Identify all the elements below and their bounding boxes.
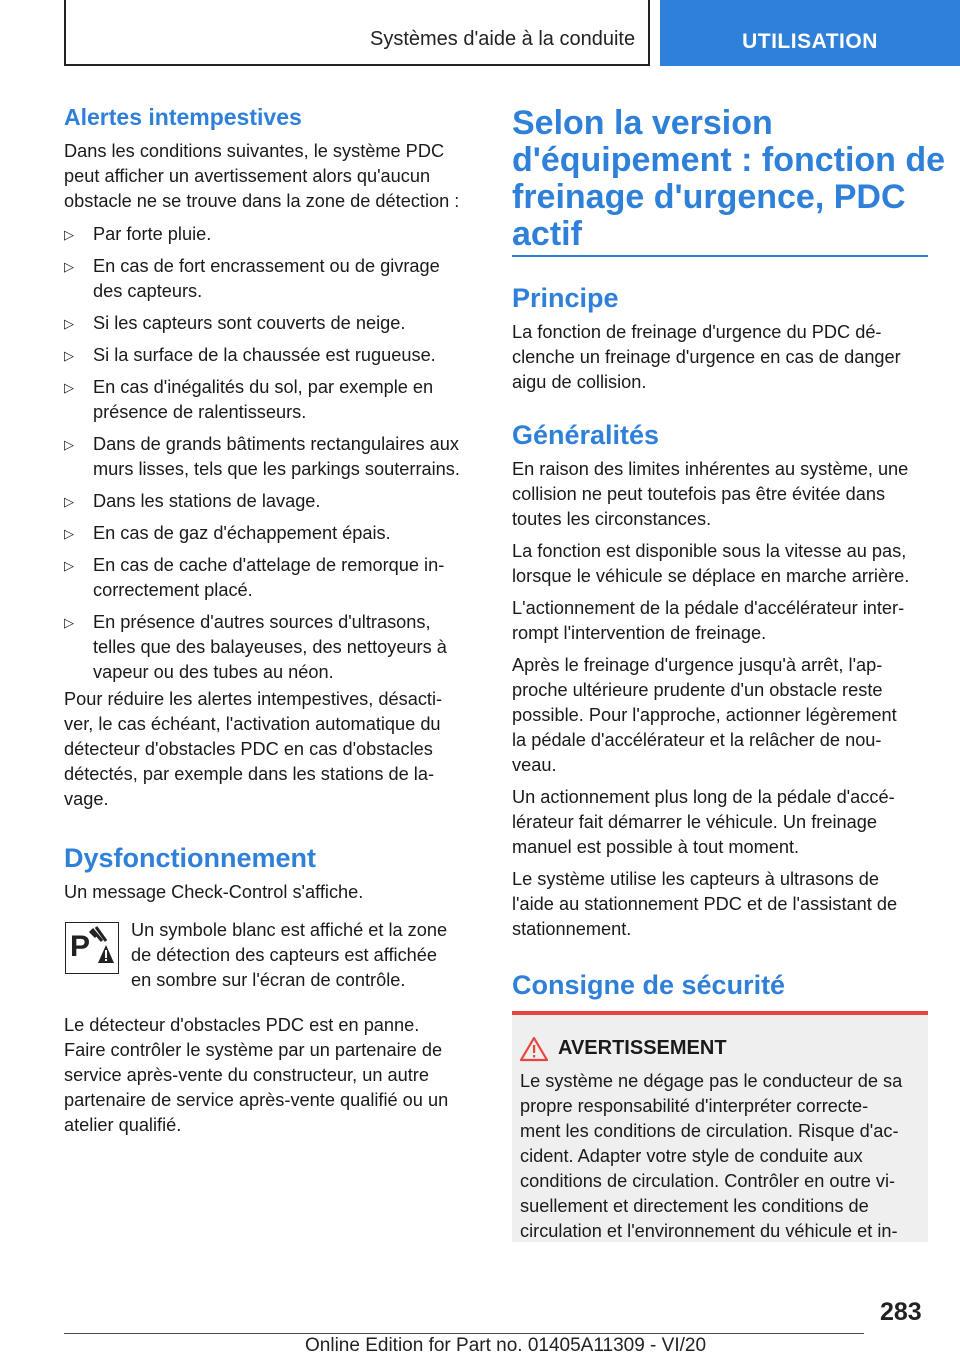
text-line: peut afficher un avertissement alors qu'aucun (64, 166, 431, 186)
paragraph (512, 867, 932, 942)
text-line: de détection des capteurs est affichée (131, 945, 438, 965)
text-line: conditions de circulation. Contrôler en outre vi- (520, 1171, 896, 1191)
list-item-text (93, 343, 436, 368)
text-line: manuel est possible à tout moment. (512, 837, 800, 857)
title-line: freinage d'urgence, PDC (512, 178, 906, 216)
text-line: clenche un freinage d'urgence en cas de danger (512, 347, 901, 367)
text-line: la pédale d'accélérateur et la relâcher de nou- (512, 730, 882, 750)
list-item-text (93, 489, 320, 514)
text-line: proche ultérieure prudente d'un obstacle reste (512, 680, 883, 700)
text-line: L'actionnement de la pédale d'accélérateur inter- (512, 598, 905, 618)
text-line: cident. Adapter votre style de conduite aux (520, 1146, 863, 1166)
triangle-bullet-icon: ▷ (64, 615, 74, 630)
text-line: Le système utilise les capteurs à ultrasons de (512, 869, 879, 889)
text-line: Un actionnement plus long de la pédale d'accé- (512, 787, 895, 807)
general-heading: Généralités (512, 420, 660, 450)
footer-rule (64, 1333, 864, 1334)
text-line: Pour réduire les alertes intempestives, désacti- (64, 689, 443, 709)
text-line: circulation et l'environnement du véhicule et in- (520, 1221, 898, 1241)
text-line: Dans les stations de lavage. (93, 491, 321, 511)
text-line: détecteur d'obstacles PDC en cas d'obstacles (64, 739, 433, 759)
page-title (512, 104, 946, 253)
safety-heading: Consigne de sécurité (512, 970, 786, 1000)
triangle-bullet-icon: ▷ (64, 227, 74, 242)
text-line: l'aide au stationnement PDC et de l'assistant de (512, 894, 898, 914)
malfunction-line1: Un message Check-Control s'affiche. (64, 882, 364, 902)
paragraph (512, 596, 932, 646)
triangle-bullet-icon: ▷ (64, 380, 74, 395)
text-line: des capteurs. (93, 281, 203, 301)
text-line: propre responsabilité d'interpréter correcte- (520, 1096, 869, 1116)
text-line: Dans les conditions suivantes, le système PDC (64, 141, 445, 161)
false-alerts-intro (64, 139, 484, 214)
list-item-text (93, 432, 460, 482)
text-line: atelier qualifié. (64, 1115, 182, 1135)
text-line: En cas de gaz d'échappement épais. (93, 523, 391, 543)
malfunction-icon-description (131, 918, 481, 993)
triangle-bullet-icon: ▷ (64, 526, 74, 541)
title-line: d'équipement : fonction de (512, 141, 946, 179)
malfunction-text (64, 1013, 484, 1138)
title-rule (512, 255, 928, 257)
page-number: 283 (880, 1298, 922, 1326)
text-line: partenaire de service après-vente qualifié ou un (64, 1090, 449, 1110)
text-line: Le détecteur d'obstacles PDC est en panne. (64, 1015, 420, 1035)
text-line: service après-vente du constructeur, un autre (64, 1065, 429, 1085)
text-line: En cas de fort encrassement ou de givrage (93, 256, 440, 276)
principle-text (512, 320, 932, 395)
list-item-text (93, 610, 447, 685)
text-line: en sombre sur l'écran de contrôle. (131, 970, 406, 990)
triangle-bullet-icon: ▷ (64, 437, 74, 452)
chapter-tab[interactable] (660, 0, 960, 66)
false-alerts-heading: Alertes intempestives (64, 104, 302, 130)
chapter-tab-label: UTILISATION (742, 30, 878, 53)
list-item-text (93, 375, 433, 425)
text-line: murs lisses, tels que les parkings souterrains. (93, 459, 460, 479)
text-line: aigu de collision. (512, 372, 647, 392)
list-item-text (93, 311, 405, 336)
warning-icon (519, 1036, 549, 1067)
svg-text:P: P (70, 930, 91, 963)
text-line: Si la surface de la chaussée est rugueuse. (93, 345, 436, 365)
warning-text (520, 1069, 930, 1244)
text-line: En cas de cache d'attelage de remorque in- (93, 555, 445, 575)
triangle-bullet-icon: ▷ (64, 316, 74, 331)
header-rule-bottom (64, 64, 650, 66)
warning-bar (512, 1011, 928, 1015)
text-line: En raison des limites inhérentes au système, une (512, 459, 909, 479)
text-line: vage. (64, 789, 109, 809)
text-line: ver, le cas échéant, l'activation automatique du (64, 714, 441, 734)
text-line: lérateur fait démarrer le véhicule. Un freinage (512, 812, 877, 832)
text-line: La fonction de freinage d'urgence du PDC dé- (512, 322, 882, 342)
paragraph (512, 539, 932, 589)
list-item-text (93, 254, 440, 304)
text-line: possible. Pour l'approche, actionner légèrement (512, 705, 897, 725)
text-line: lorsque le véhicule se déplace en marche arrière. (512, 566, 910, 586)
text-line: stationnement. (512, 919, 632, 939)
text-line: telles que des balayeuses, des nettoyeurs à (93, 637, 447, 657)
warning-label: AVERTISSEMENT (558, 1037, 727, 1059)
text-line: En présence d'autres sources d'ultrasons, (93, 612, 431, 632)
text-line: ment les conditions de circulation. Risque d'ac- (520, 1121, 899, 1141)
text-line: Le système ne dégage pas le conducteur de sa (520, 1071, 903, 1091)
header-rule-right (648, 0, 650, 66)
text-line: présence de ralentisseurs. (93, 402, 307, 422)
paragraph (512, 457, 932, 532)
principle-heading: Principe (512, 283, 619, 313)
list-item-text (93, 521, 391, 546)
text-line: Après le freinage d'urgence jusqu'à arrêt, l'ap- (512, 655, 883, 675)
text-line: correctement placé. (93, 580, 253, 600)
text-line: La fonction est disponible sous la vitesse au pas, (512, 541, 907, 561)
text-line: vapeur ou des tubes au néon. (93, 662, 334, 682)
list-item-text (93, 222, 211, 247)
text-line: En cas d'inégalités du sol, par exemple en (93, 377, 434, 397)
triangle-bullet-icon: ▷ (64, 494, 74, 509)
title-line: actif (512, 215, 582, 253)
text-line: Un symbole blanc est affiché et la zone (131, 920, 448, 940)
text-line: veau. (512, 755, 557, 775)
triangle-bullet-icon: ▷ (64, 348, 74, 363)
text-line: rompt l'intervention de freinage. (512, 623, 767, 643)
text-line: Par forte pluie. (93, 224, 212, 244)
text-line: collision ne peut toutefois pas être évitée dans (512, 484, 886, 504)
text-line: toutes les circonstances. (512, 509, 712, 529)
triangle-bullet-icon: ▷ (64, 259, 74, 274)
malfunction-heading: Dysfonctionnement (64, 843, 317, 873)
text-line: Dans de grands bâtiments rectangulaires aux (93, 434, 459, 454)
text-line: obstacle ne se trouve dans la zone de détection : (64, 191, 460, 211)
text-line: détectés, par exemple dans les stations de la- (64, 764, 435, 784)
triangle-bullet-icon: ▷ (64, 558, 74, 573)
section-title: Systèmes d'aide à la conduite (370, 28, 636, 50)
text-line: Si les capteurs sont couverts de neige. (93, 313, 406, 333)
title-line: Selon la version (512, 104, 773, 142)
paragraph (512, 653, 932, 778)
text-line: Faire contrôler le système par un partenaire de (64, 1040, 443, 1060)
text-line: suellement et directement les conditions de (520, 1196, 869, 1216)
false-alerts-outro (64, 687, 484, 812)
paragraph (512, 785, 932, 860)
footer-edition: Online Edition for Part no. 01405A11309 - VI/20 (305, 1335, 707, 1356)
list-item-text (93, 553, 444, 603)
pdc-malfunction-icon (65, 922, 119, 974)
header-rule-left (64, 0, 66, 66)
